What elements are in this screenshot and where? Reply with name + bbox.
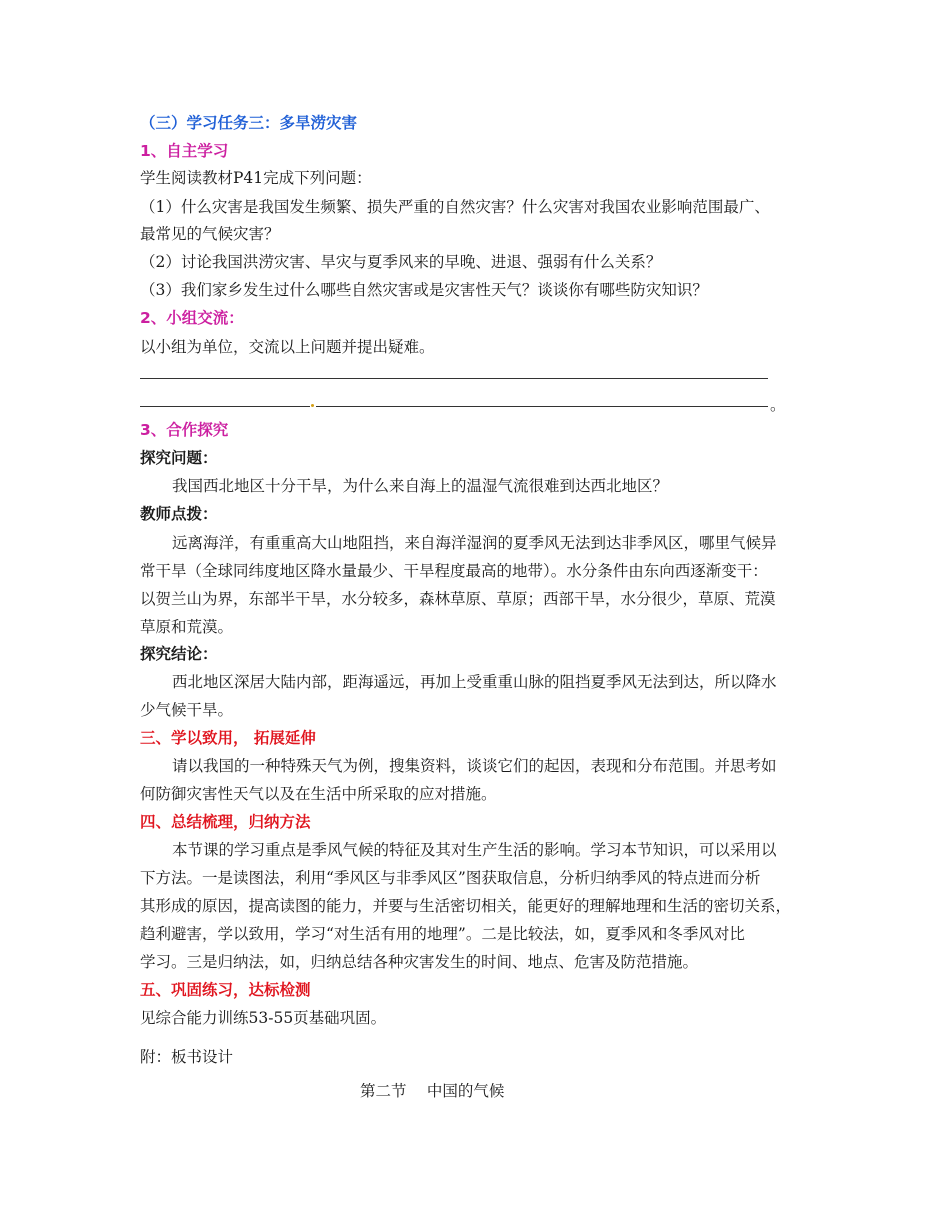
part3-line: 请以我国的一种特殊天气为例，搜集资料，谈谈它们的起因，表现和分布范围。并思考如	[172, 757, 777, 775]
part4-title: 四、总结梳理，归纳方法	[140, 813, 311, 831]
teacher-label: 教师点拨：	[140, 505, 218, 523]
task3-heading: （三）学习任务三：多旱涝灾害	[140, 114, 358, 132]
part4-line: 学习。三是归纳法，如，归纳总结各种灾害发生的时间、地点、危害及防范措施。	[140, 953, 699, 971]
part5-title: 五、巩固练习，达标检测	[140, 981, 311, 999]
board-title: 第二节 中国的气候	[360, 1082, 505, 1100]
part4-line: 其形成的原因，提高读图的能力，并要与生活密切相关，能更好的理解地理和生活的密切关系，	[140, 897, 792, 915]
appendix-label: 附：板书设计	[140, 1048, 234, 1066]
section1-intro: 学生阅读教材P41完成下列问题：	[140, 169, 372, 187]
part3-title: 三、学以致用， 拓展延伸	[140, 729, 316, 747]
section1-title: 1、自主学习	[140, 142, 229, 160]
part5-text: 见综合能力训练53-55页基础巩固。	[140, 1009, 387, 1027]
question-3: （3）我们家乡发生过什么哪些自然灾害或是灾害性天气？谈谈你有哪些防灾知识？	[140, 281, 708, 299]
part3-line: 何防御灾害性天气以及在生活中所采取的应对措施。	[140, 785, 497, 803]
teacher-line: 常干旱（全球同纬度地区降水量最少、干旱程度最高的地带）。水分条件由东向西逐渐变干：	[140, 562, 768, 580]
question-2: （2）讨论我国洪涝灾害、旱灾与夏季风来的早晚、进退、强弱有什么关系？	[140, 253, 662, 271]
conclusion-label: 探究结论：	[140, 645, 218, 663]
teacher-line: 以贺兰山为界，东部半干旱，水分较多，森林草原、草原；西部干旱，水分很少，草原、荒漠	[140, 590, 776, 608]
answer-blank-line-2b	[316, 406, 768, 407]
section3-title: 3、合作探究	[140, 421, 229, 439]
mark-dot	[311, 404, 314, 407]
teacher-line: 草原和荒漠。	[140, 618, 234, 636]
part4-line: 本节课的学习重点是季风气候的特征及其对生产生活的影响。学习本节知识，可以采用以	[172, 841, 777, 859]
answer-blank-line-2a	[140, 406, 310, 407]
part4-line: 趋利避害，学以致用，学习“对生活有用的地理”。二是比较法，如，夏季风和冬季风对比	[140, 925, 745, 943]
conclusion-line: 西北地区深居大陆内部，距海遥远，再加上受重重山脉的阻挡夏季风无法到达，所以降水	[172, 673, 777, 691]
part4-line: 下方法。一是读图法，利用“季风区与非季风区”图获取信息，分析归纳季风的特点进而分析	[140, 869, 761, 887]
conclusion-line: 少气候干旱。	[140, 701, 234, 719]
question-1-line-1: （1）什么灾害是我国发生频繁、损失严重的自然灾害？什么灾害对我国农业影响范围最广、	[140, 198, 770, 216]
explore-question: 我国西北地区十分干旱，为什么来自海上的温湿气流很难到达西北地区？	[172, 477, 669, 495]
blank-end-period: 。	[770, 396, 786, 414]
teacher-line: 远离海洋，有重重高大山地阻挡，来自海洋湿润的夏季风无法到达非季风区，哪里气候异	[172, 534, 777, 552]
section2-title: 2、小组交流：	[140, 309, 244, 327]
question-1-line-2: 最常见的气候灾害？	[140, 225, 280, 243]
section2-text: 以小组为单位，交流以上问题并提出疑难。	[140, 338, 435, 356]
explore-label: 探究问题：	[140, 449, 218, 467]
answer-blank-line-1	[140, 378, 768, 379]
